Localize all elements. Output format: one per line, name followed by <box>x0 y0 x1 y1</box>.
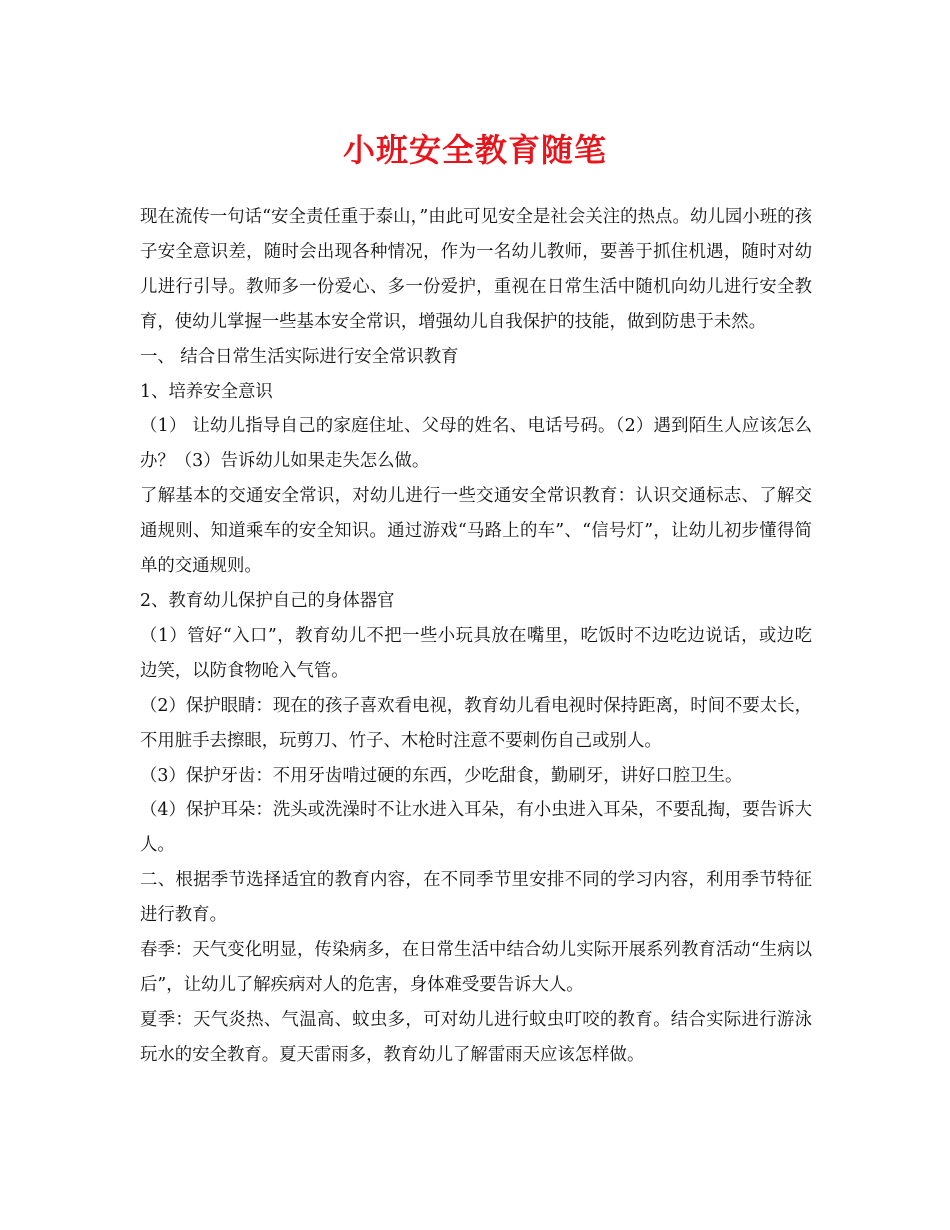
section-heading-2: 二、根据季节选择适宜的教育内容，在不同季节里安排不同的学习内容，利用季节特征进行教育。 <box>140 870 812 926</box>
list-item: （1）管好“入口”，教育幼儿不把一些小玩具放在嘴里，吃饭时不边吃边说话，或边吃边笑，以防食物呛入气管。 <box>140 625 812 681</box>
paragraph-summer: 夏季：天气炎热、气温高、蚊虫多，可对幼儿进行蚊虫叮咬的教育。结合实际进行游泳玩水的安全教育。夏天雷雨多，教育幼儿了解雷雨天应该怎样做。 <box>140 1009 812 1065</box>
subheading-1: 1、培养安全意识 <box>140 381 273 402</box>
list-item: （3）保护牙齿：不用牙齿啃过硬的东西，少吃甜食，勤刷牙，讲好口腔卫生。 <box>140 765 743 786</box>
paragraph-spring: 春季：天气变化明显，传染病多，在日常生活中结合幼儿实际开展系列教育活动“生病以后”，让幼儿了解疾病对人的危害，身体难受要告诉大人。 <box>140 940 812 995</box>
document-title: 小班安全教育随笔 <box>342 131 607 169</box>
list-item: （2）保护眼睛：现在的孩子喜欢看电视，教育幼儿看电视时保持距离，时间不要太长，不用脏手去擦眼，玩剪刀、竹子、木枪时注意不要刺伤自己或别人。 <box>140 695 812 751</box>
list-item: （4）保护耳朵：洗头或洗澡时不让水进入耳朵，有小虫进入耳朵，不要乱掏，要告诉大人。 <box>140 800 812 856</box>
paragraph-intro: 现在流传一句话“安全责任重于泰山，”由此可见安全是社会关注的热点。幼儿园小班的孩子安全意识差，随时会出现各种情况，作为一名幼儿教师，要善于抓住机遇，随时对幼儿进行引导。教师多一份爱心、多一份爱护，重视在日常生活中随机向幼儿进行安全教育，使幼儿掌握一些基本安全常识，增强幼儿自我保护的技能，做到防患于未然。 <box>140 207 812 332</box>
paragraph: 了解基本的交通安全常识，对幼儿进行一些交通安全常识教育：认识交通标志、了解交通规则、知道乘车的安全知识。通过游戏“马路上的车”、“信号灯”，让幼儿初步懂得简单的交通规则。 <box>140 486 812 577</box>
document-body <box>140 200 812 1073</box>
paragraph: （1） 让幼儿指导自己的家庭住址、父母的姓名、电话号码。（2）遇到陌生人应该怎么办？（3）告诉幼儿如果走失怎么做。 <box>140 416 812 472</box>
section-heading-1: 一、 结合日常生活实际进行安全常识教育 <box>140 346 459 367</box>
subheading-2: 2、教育幼儿保护自己的身体器官 <box>140 590 395 611</box>
